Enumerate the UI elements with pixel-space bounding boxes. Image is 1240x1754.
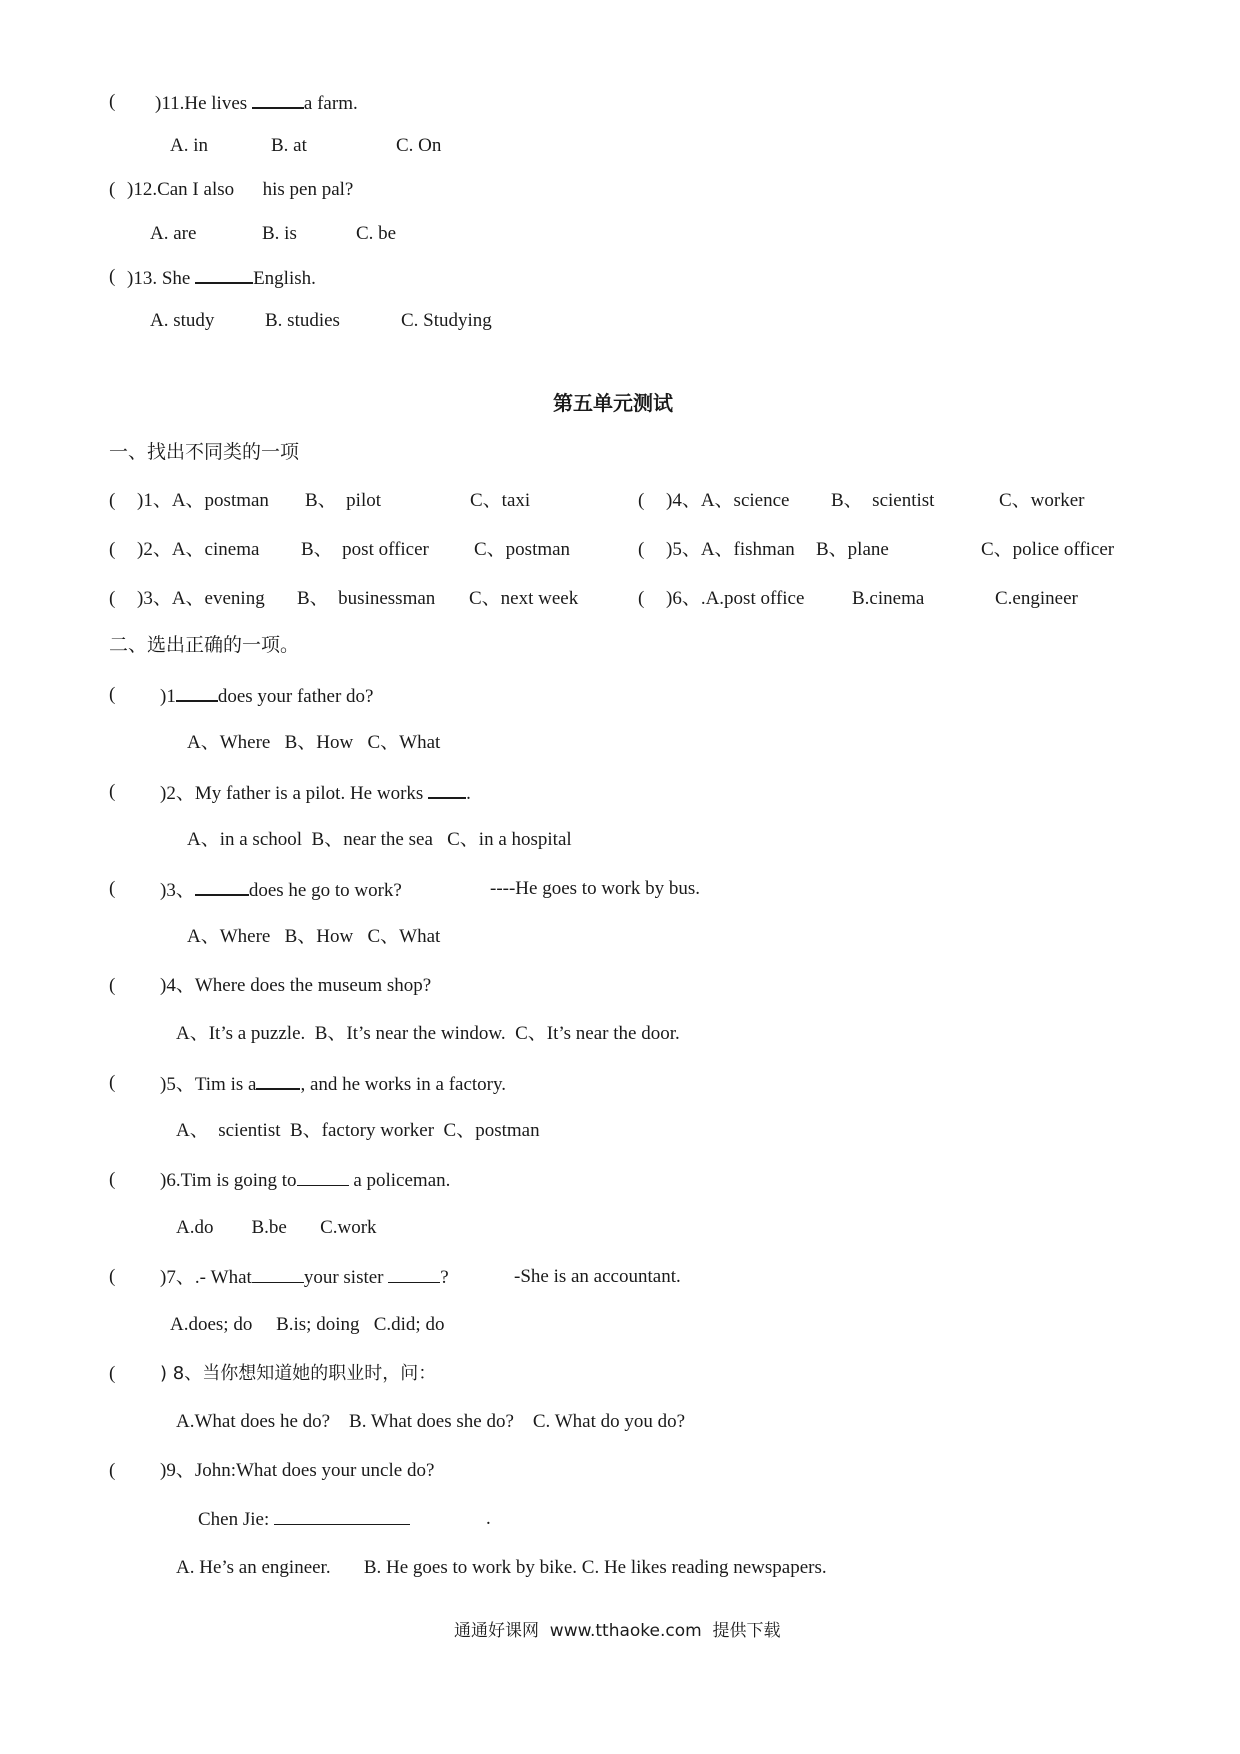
- q12-option-a: A. are: [150, 223, 197, 244]
- s2-q7-num: )7、.- What: [160, 1267, 252, 1288]
- s2-q5-rest: , and he works in a factory.: [300, 1074, 507, 1095]
- q11-option-a: A. in: [170, 135, 208, 156]
- s1-q5-option-c: C、police officer: [981, 539, 1115, 560]
- s2-q4-stem: )4、Where does the museum shop?: [160, 975, 432, 996]
- s2-q3-stem: [160, 877, 402, 903]
- q11-rest: a farm.: [303, 93, 358, 114]
- s2-q7-answer: -She is an accountant.: [514, 1266, 681, 1287]
- s2-q3-blank: [195, 877, 249, 896]
- s1-q5-option-b: B、plane: [816, 539, 889, 560]
- s2-q4-options: A、It’s a puzzle. B、It’s near the window. C、It’s near the door.: [176, 1023, 680, 1044]
- s2-q2-options: A、in a school B、near the sea C、in a hospital: [187, 829, 572, 850]
- q13-rest: English.: [253, 268, 316, 289]
- s2-q1-blank: [176, 683, 218, 702]
- s1-q1-stem: )1、A、postman: [137, 490, 269, 511]
- s2-q2-num: )2、My father is a pilot. He works: [160, 783, 429, 804]
- q12-option-b: B. is: [262, 223, 297, 244]
- s1-q5-paren: (: [638, 539, 645, 560]
- s1-q2-paren: (: [109, 539, 116, 560]
- s2-q5-num: )5、Tim is a: [160, 1074, 257, 1095]
- s2-q4-paren: (: [109, 975, 116, 996]
- s1-q3-option-c: C、next week: [469, 588, 579, 609]
- q13-paren: (: [109, 266, 116, 287]
- s2-q5-blank: [256, 1071, 300, 1090]
- s2-q7-options: A.does; do B.is; doing C.did; do: [170, 1314, 445, 1335]
- s2-q7-paren: (: [109, 1266, 116, 1287]
- q11-option-c: C. On: [396, 135, 442, 156]
- s1-q1-option-c: C、taxi: [470, 490, 531, 511]
- q13-stem: [127, 265, 316, 291]
- s1-q4-stem: )4、A、science: [666, 490, 790, 511]
- s2-q3-paren: (: [109, 878, 116, 899]
- s1-q6-option-b: B.cinema: [852, 588, 925, 609]
- s1-q1-option-b: B、 pilot: [305, 490, 382, 511]
- s2-q1-num: )1: [160, 686, 176, 707]
- q12-stem: )12.Can I also his pen pal?: [127, 179, 354, 200]
- s2-q5-options: A、 scientist B、factory worker C、postman: [176, 1120, 540, 1141]
- unit-title: 第五单元测试: [553, 391, 673, 415]
- s2-q8-paren: (: [109, 1363, 116, 1384]
- q13-option-a: A. study: [150, 310, 215, 331]
- s1-q5-stem: )5、A、fishman: [666, 539, 795, 560]
- s2-q3-answer: ----He goes to work by bus.: [490, 878, 701, 899]
- s2-q6-stem: [160, 1168, 450, 1193]
- s2-q6-blank: [297, 1168, 349, 1186]
- s2-q1-paren: (: [109, 684, 116, 705]
- s2-q3-options: A、Where B、How C、What: [187, 926, 441, 947]
- q11-stem: [155, 90, 358, 116]
- q11-stem-text: )11.He lives: [155, 93, 252, 114]
- s2-q2-paren: (: [109, 781, 116, 802]
- s2-q1-options: A、Where B、How C、What: [187, 732, 441, 753]
- s2-q8-options: A.What does he do? B. What does she do? C. What do you do?: [176, 1411, 686, 1432]
- q13-blank: [195, 265, 253, 284]
- s1-q6-option-c: C.engineer: [995, 588, 1078, 609]
- s2-q7-stem: [160, 1265, 449, 1290]
- s2-q5-stem: [160, 1071, 506, 1097]
- s2-q9-options: A. He’s an engineer. B. He goes to work by bike. C. He likes reading newspapers.: [176, 1557, 827, 1578]
- s2-q8-stem: ) 8、当你想知道她的职业时，问：: [160, 1363, 437, 1384]
- s2-q7-blank-1: [252, 1265, 304, 1283]
- s1-q4-option-c: C、worker: [999, 490, 1085, 511]
- s1-q1-paren: (: [109, 490, 116, 511]
- s1-q3-option-b: B、 businessman: [297, 588, 436, 609]
- s2-q6-paren: (: [109, 1169, 116, 1190]
- s1-q3-paren: (: [109, 588, 116, 609]
- s2-q7-mid: your sister: [303, 1267, 389, 1288]
- q11-paren: (: [109, 91, 116, 112]
- q12-paren: (: [109, 179, 116, 200]
- s2-q6-rest: a policeman.: [348, 1170, 451, 1191]
- s2-q3-rest: does he go to work?: [248, 880, 402, 901]
- q13-option-c: C. Studying: [401, 310, 492, 331]
- s2-q9-stem: )9、John:What does your uncle do?: [160, 1460, 435, 1481]
- s2-q5-paren: (: [109, 1072, 116, 1093]
- section2-heading: 二、选出正确的一项。: [109, 634, 300, 656]
- s2-q9-response: [198, 1507, 410, 1532]
- s2-q9-period: .: [486, 1508, 491, 1529]
- s1-q4-option-b: B、 scientist: [831, 490, 935, 511]
- s2-q9-paren: (: [109, 1460, 116, 1481]
- s2-q2-rest: .: [466, 783, 471, 804]
- s2-q6-options: A.do B.be C.work: [176, 1217, 377, 1238]
- q11-option-b: B. at: [271, 135, 307, 156]
- q11-blank: [252, 90, 304, 109]
- s2-q7-blank-2: [388, 1265, 440, 1283]
- s1-q6-stem: )6、.A.post office: [666, 588, 805, 609]
- s2-q6-num: )6.Tim is going to: [160, 1170, 297, 1191]
- s2-q9-blank: [274, 1507, 410, 1525]
- s1-q6-paren: (: [638, 588, 645, 609]
- s2-q1-rest: does your father do?: [217, 686, 374, 707]
- s1-q2-stem: )2、A、cinema: [137, 539, 260, 560]
- s2-q9-response-label: Chen Jie:: [198, 1509, 274, 1530]
- section1-heading: 一、找出不同类的一项: [109, 441, 300, 463]
- q13-stem-text: )13. She: [127, 268, 196, 289]
- q13-option-b: B. studies: [265, 310, 340, 331]
- s1-q2-option-c: C、postman: [474, 539, 571, 560]
- s2-q2-stem: [160, 780, 471, 806]
- s1-q2-option-b: B、 post officer: [301, 539, 429, 560]
- s1-q3-stem: )3、A、evening: [137, 588, 265, 609]
- s2-q2-blank: [428, 780, 466, 799]
- s2-q1-stem: [160, 683, 373, 709]
- s2-q7-end: ?: [440, 1267, 449, 1288]
- s2-q3-num: )3、: [160, 880, 195, 901]
- q12-option-c: C. be: [356, 223, 397, 244]
- footer-text: 通通好课网 www.tthaoke.com 提供下载: [454, 1621, 781, 1641]
- s1-q4-paren: (: [638, 490, 645, 511]
